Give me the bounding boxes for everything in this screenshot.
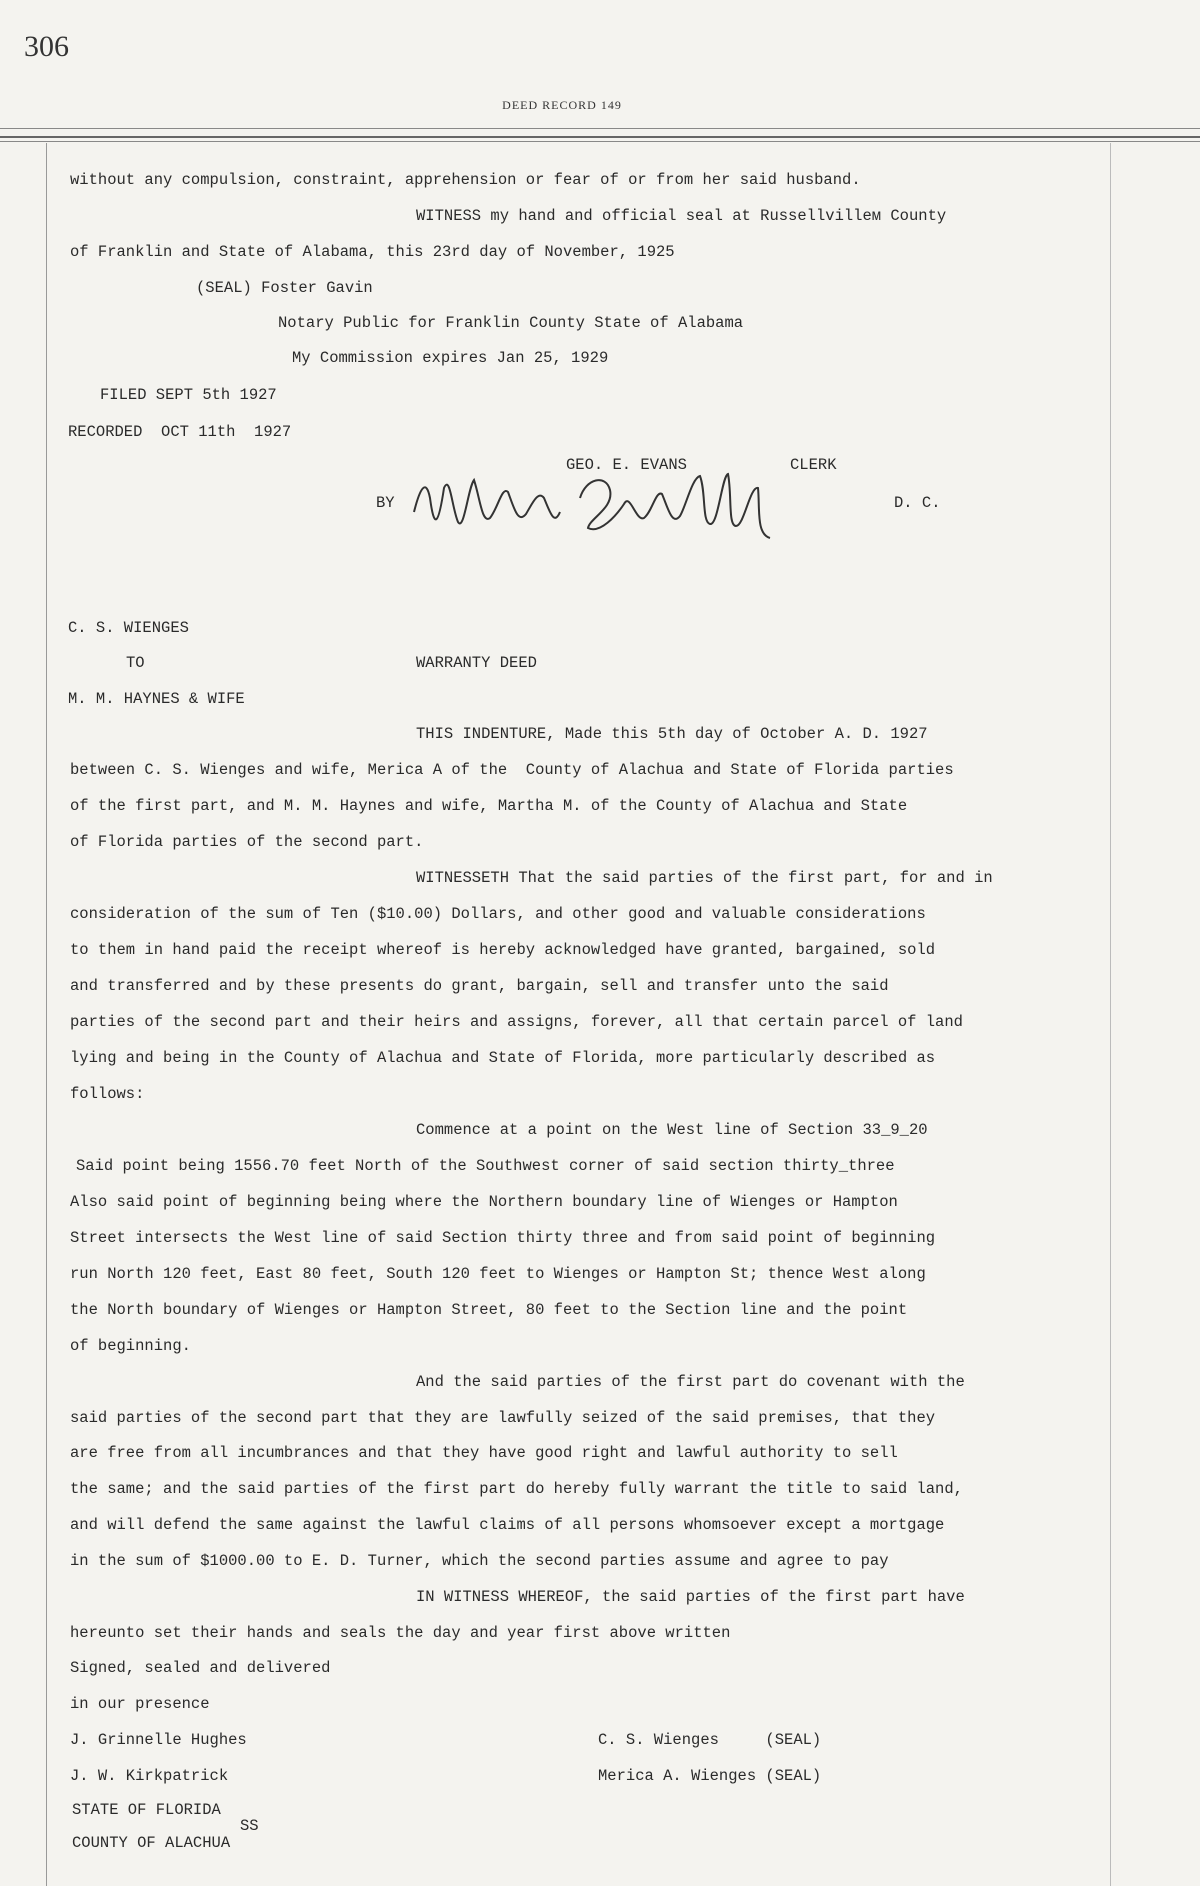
text-line: SS <box>240 1817 259 1835</box>
text-line: (SEAL) Foster Gavin <box>196 279 373 297</box>
text-line: parties of the second part and their heirs and assigns, forever, all that certain parcel of land <box>70 1013 963 1031</box>
text-line: RECORDED OCT 11th 1927 <box>68 423 292 441</box>
text-line: Also said point of beginning being where the Northern boundary line of Wienges or Hampton <box>70 1193 898 1211</box>
text-line: consideration of the sum of Ten ($10.00) Dollars, and other good and valuable considerations <box>70 905 926 923</box>
text-line: WITNESSETH That the said parties of the first part, for and in <box>416 869 993 887</box>
text-line: And the said parties of the first part do covenant with the <box>416 1373 965 1391</box>
text-line: Said point being 1556.70 feet North of the Southwest corner of said section thirty_three <box>76 1157 895 1175</box>
clerk-signature <box>410 468 800 540</box>
text-line: follows: <box>70 1085 145 1103</box>
text-line: are free from all incumbrances and that they have good right and lawful authority to sell <box>70 1444 898 1462</box>
left-margin-line <box>46 143 47 1886</box>
header-rule-double-1 <box>0 136 1200 138</box>
text-line: C. S. Wienges (SEAL) <box>598 1731 822 1749</box>
text-line: GEO. E. EVANS <box>566 456 687 474</box>
text-line: D. C. <box>894 494 941 512</box>
book-title: DEED RECORD 149 <box>502 98 622 112</box>
header-rule-double-2 <box>0 141 1200 142</box>
header-rule-top <box>0 128 1200 129</box>
text-line: THIS INDENTURE, Made this 5th day of October A. D. 1927 <box>416 725 928 743</box>
text-line: WITNESS my hand and official seal at Russellvilleм County <box>416 207 947 225</box>
text-line: of Franklin and State of Alabama, this 23rd day of November, 1925 <box>70 243 675 261</box>
text-line: Notary Public for Franklin County State of Alabama <box>278 314 744 332</box>
text-line: the same; and the said parties of the first part do hereby fully warrant the title to said land, <box>70 1480 963 1498</box>
text-line: lying and being in the County of Alachua and State of Florida, more particularly described as <box>70 1049 936 1067</box>
text-line: FILED SEPT 5th 1927 <box>100 386 277 404</box>
text-line: BY <box>376 494 395 512</box>
text-line: the North boundary of Wienges or Hampton Street, 80 feet to the Section line and the point <box>70 1301 908 1319</box>
right-margin-line <box>1110 143 1111 1886</box>
text-line: My Commission expires Jan 25, 1929 <box>292 349 609 367</box>
text-line: Commence at a point on the West line of Section 33_9_20 <box>416 1121 928 1139</box>
page-number: 306 <box>24 30 69 63</box>
text-line: WARRANTY DEED <box>416 654 537 672</box>
text-line: TO <box>126 654 145 672</box>
text-line: of beginning. <box>70 1337 191 1355</box>
text-line: C. S. WIENGES <box>68 619 189 637</box>
text-line: of Florida parties of the second part. <box>70 833 424 851</box>
text-line: COUNTY OF ALACHUA <box>72 1834 231 1852</box>
text-line: J. Grinnelle Hughes <box>70 1731 247 1749</box>
text-line: J. W. Kirkpatrick <box>70 1767 229 1785</box>
text-line: IN WITNESS WHEREOF, the said parties of the first part have <box>416 1588 965 1606</box>
text-line: Signed, sealed and delivered <box>70 1659 331 1677</box>
text-line: Merica A. Wienges (SEAL) <box>598 1767 822 1785</box>
text-line: in our presence <box>70 1695 210 1713</box>
text-line: and transferred and by these presents do grant, bargain, sell and transfer unto the said <box>70 977 889 995</box>
text-line: and will defend the same against the lawful claims of all persons whomsoever except a mortgage <box>70 1516 945 1534</box>
text-line: run North 120 feet, East 80 feet, South 120 feet to Wienges or Hampton St; thence West along <box>70 1265 926 1283</box>
text-line: to them in hand paid the receipt whereof is hereby acknowledged have granted, bargained, sold <box>70 941 936 959</box>
text-line: without any compulsion, constraint, apprehension or fear of or from her said husband. <box>70 171 861 189</box>
text-line: STATE OF FLORIDA <box>72 1801 221 1819</box>
text-line: Street intersects the West line of said Section thirty three and from said point of beginning <box>70 1229 936 1247</box>
text-line: hereunto set their hands and seals the day and year first above written <box>70 1624 731 1642</box>
text-line: of the first part, and M. M. Haynes and wife, Martha M. of the County of Alachua and State <box>70 797 908 815</box>
text-line: in the sum of $1000.00 to E. D. Turner, which the second parties assume and agree to pay <box>70 1552 889 1570</box>
text-line: between C. S. Wienges and wife, Merica A of the County of Alachua and State of Florida parties <box>70 761 954 779</box>
text-line: M. M. HAYNES & WIFE <box>68 690 245 708</box>
text-line: CLERK <box>790 456 837 474</box>
text-line: said parties of the second part that they are lawfully seized of the said premises, that they <box>70 1409 936 1427</box>
